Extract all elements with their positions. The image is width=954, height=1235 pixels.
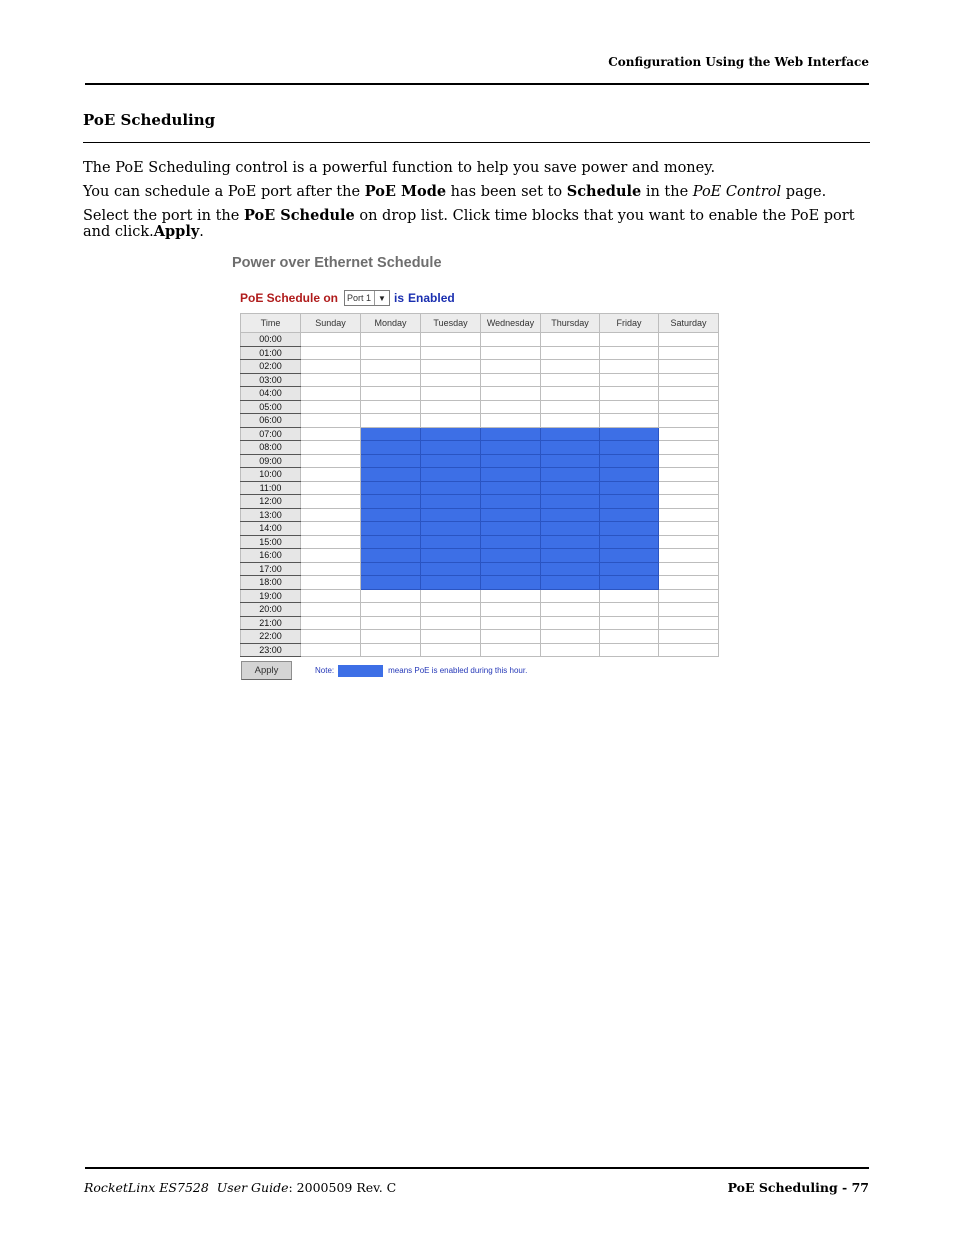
time-block-friday[interactable]: [600, 643, 659, 657]
column-header-thursday: Thursday: [541, 314, 600, 333]
table-row: [241, 562, 719, 576]
time-block-sunday[interactable]: [301, 373, 361, 387]
time-block-wednesday[interactable]: [481, 387, 541, 401]
time-block-friday[interactable]: [600, 535, 659, 549]
time-label: 09:00: [241, 454, 301, 468]
time-block-tuesday[interactable]: [421, 387, 481, 401]
time-block-friday[interactable]: [600, 468, 659, 482]
time-label: 04:00: [241, 387, 301, 401]
poe-schedule-title: Power over Ethernet Schedule: [232, 255, 442, 271]
time-block-thursday[interactable]: [541, 508, 600, 522]
time-block-sunday[interactable]: [301, 333, 361, 347]
column-header-time: Time: [241, 314, 301, 333]
time-block-wednesday[interactable]: [481, 522, 541, 536]
time-block-monday[interactable]: [361, 387, 421, 401]
time-block-sunday[interactable]: [301, 643, 361, 657]
time-block-saturday[interactable]: [659, 643, 719, 657]
time-block-friday[interactable]: [600, 508, 659, 522]
time-block-tuesday[interactable]: [421, 630, 481, 644]
time-block-friday[interactable]: [600, 495, 659, 509]
time-block-saturday[interactable]: [659, 427, 719, 441]
time-block-saturday[interactable]: [659, 576, 719, 590]
time-block-sunday[interactable]: [301, 630, 361, 644]
time-block-friday[interactable]: [600, 373, 659, 387]
time-label: 12:00: [241, 495, 301, 509]
running-header: Configuration Using the Web Interface: [608, 55, 869, 69]
time-block-friday[interactable]: [600, 576, 659, 590]
table-row: [241, 387, 719, 401]
table-row: [241, 576, 719, 590]
port-select-value: Port 1: [347, 293, 372, 303]
table-row: [241, 630, 719, 644]
time-block-monday[interactable]: [361, 589, 421, 603]
time-block-sunday[interactable]: [301, 616, 361, 630]
time-block-tuesday[interactable]: [421, 549, 481, 563]
time-block-monday[interactable]: [361, 522, 421, 536]
time-block-thursday[interactable]: [541, 535, 600, 549]
time-block-saturday[interactable]: [659, 454, 719, 468]
chevron-down-icon[interactable]: ▼: [374, 291, 389, 305]
time-block-sunday[interactable]: [301, 441, 361, 455]
time-block-thursday[interactable]: [541, 589, 600, 603]
time-block-monday[interactable]: [361, 468, 421, 482]
time-block-sunday[interactable]: [301, 576, 361, 590]
time-block-saturday[interactable]: [659, 441, 719, 455]
time-block-thursday[interactable]: [541, 630, 600, 644]
time-block-sunday[interactable]: [301, 468, 361, 482]
time-block-tuesday[interactable]: [421, 643, 481, 657]
time-block-thursday[interactable]: [541, 643, 600, 657]
time-block-thursday[interactable]: [541, 603, 600, 617]
time-block-wednesday[interactable]: [481, 400, 541, 414]
time-block-thursday[interactable]: [541, 481, 600, 495]
time-block-tuesday[interactable]: [421, 414, 481, 428]
time-block-sunday[interactable]: [301, 400, 361, 414]
schedule-grid: [240, 313, 719, 657]
time-label: 08:00: [241, 441, 301, 455]
time-block-tuesday[interactable]: [421, 481, 481, 495]
time-block-tuesday[interactable]: [421, 562, 481, 576]
time-label: 23:00: [241, 643, 301, 657]
time-block-thursday[interactable]: [541, 373, 600, 387]
time-block-monday[interactable]: [361, 333, 421, 347]
time-block-thursday[interactable]: [541, 333, 600, 347]
table-row: [241, 643, 719, 657]
time-block-wednesday[interactable]: [481, 346, 541, 360]
column-header-monday: Monday: [361, 314, 421, 333]
time-block-monday[interactable]: [361, 616, 421, 630]
time-label: 11:00: [241, 481, 301, 495]
time-block-tuesday[interactable]: [421, 603, 481, 617]
time-block-wednesday[interactable]: [481, 576, 541, 590]
column-header-wednesday: Wednesday: [481, 314, 541, 333]
time-block-friday[interactable]: [600, 549, 659, 563]
time-block-saturday[interactable]: [659, 360, 719, 374]
time-block-tuesday[interactable]: [421, 522, 481, 536]
time-block-friday[interactable]: [600, 562, 659, 576]
time-block-wednesday[interactable]: [481, 643, 541, 657]
footer-left: RocketLinx ES7528 User Guide: 2000509 Rev. C: [84, 1180, 397, 1195]
time-block-friday[interactable]: [600, 441, 659, 455]
time-block-thursday[interactable]: [541, 576, 600, 590]
time-block-monday[interactable]: [361, 603, 421, 617]
table-row: [241, 454, 719, 468]
time-block-thursday[interactable]: [541, 346, 600, 360]
time-block-sunday[interactable]: [301, 549, 361, 563]
time-block-saturday[interactable]: [659, 414, 719, 428]
time-block-thursday[interactable]: [541, 454, 600, 468]
time-label: 22:00: [241, 630, 301, 644]
note-label: Note:: [315, 666, 335, 675]
time-label: 00:00: [241, 333, 301, 347]
time-block-friday[interactable]: [600, 481, 659, 495]
paragraph-2: You can schedule a PoE port after the PoE Mode has been set to Schedule in the PoE Control page.: [83, 183, 827, 200]
time-label: 21:00: [241, 616, 301, 630]
time-block-thursday[interactable]: [541, 441, 600, 455]
table-row: [241, 535, 719, 549]
time-block-monday[interactable]: [361, 441, 421, 455]
header-rule: [85, 83, 869, 85]
time-label: 13:00: [241, 508, 301, 522]
time-block-thursday[interactable]: [541, 468, 600, 482]
table-row: [241, 508, 719, 522]
time-block-monday[interactable]: [361, 481, 421, 495]
time-block-tuesday[interactable]: [421, 508, 481, 522]
table-row: [241, 549, 719, 563]
time-block-thursday[interactable]: [541, 562, 600, 576]
time-block-wednesday[interactable]: [481, 373, 541, 387]
note-text: means PoE is enabled during this hour.: [388, 666, 528, 675]
table-row: [241, 468, 719, 482]
time-block-wednesday[interactable]: [481, 454, 541, 468]
time-block-monday[interactable]: [361, 495, 421, 509]
column-header-friday: Friday: [600, 314, 659, 333]
time-block-wednesday[interactable]: [481, 562, 541, 576]
time-block-wednesday[interactable]: [481, 481, 541, 495]
time-block-tuesday[interactable]: [421, 400, 481, 414]
time-block-saturday[interactable]: [659, 468, 719, 482]
time-label: 17:00: [241, 562, 301, 576]
time-block-saturday[interactable]: [659, 373, 719, 387]
time-label: 16:00: [241, 549, 301, 563]
time-block-wednesday[interactable]: [481, 549, 541, 563]
time-label: 02:00: [241, 360, 301, 374]
column-header-sunday: Sunday: [301, 314, 361, 333]
time-block-friday[interactable]: [600, 346, 659, 360]
time-block-thursday[interactable]: [541, 522, 600, 536]
time-block-sunday[interactable]: [301, 454, 361, 468]
time-block-tuesday[interactable]: [421, 333, 481, 347]
table-row: [241, 441, 719, 455]
table-row: [241, 414, 719, 428]
time-block-monday[interactable]: [361, 643, 421, 657]
time-block-tuesday[interactable]: [421, 468, 481, 482]
time-block-friday[interactable]: [600, 400, 659, 414]
time-block-friday[interactable]: [600, 589, 659, 603]
time-label: 03:00: [241, 373, 301, 387]
time-label: 18:00: [241, 576, 301, 590]
time-block-monday[interactable]: [361, 535, 421, 549]
table-row: [241, 373, 719, 387]
time-block-sunday[interactable]: [301, 603, 361, 617]
time-block-sunday[interactable]: [301, 562, 361, 576]
time-block-sunday[interactable]: [301, 481, 361, 495]
time-block-tuesday[interactable]: [421, 360, 481, 374]
time-block-thursday[interactable]: [541, 360, 600, 374]
time-block-monday[interactable]: [361, 346, 421, 360]
legend-note: [315, 664, 527, 677]
time-block-thursday[interactable]: [541, 427, 600, 441]
time-block-sunday[interactable]: [301, 522, 361, 536]
time-block-saturday[interactable]: [659, 333, 719, 347]
time-block-thursday[interactable]: [541, 495, 600, 509]
time-block-thursday[interactable]: [541, 387, 600, 401]
time-block-sunday[interactable]: [301, 495, 361, 509]
time-block-wednesday[interactable]: [481, 589, 541, 603]
time-block-wednesday[interactable]: [481, 333, 541, 347]
time-block-tuesday[interactable]: [421, 616, 481, 630]
time-block-saturday[interactable]: [659, 549, 719, 563]
time-block-friday[interactable]: [600, 616, 659, 630]
time-block-tuesday[interactable]: [421, 427, 481, 441]
time-block-tuesday[interactable]: [421, 589, 481, 603]
time-block-thursday[interactable]: [541, 400, 600, 414]
time-block-saturday[interactable]: [659, 603, 719, 617]
time-block-saturday[interactable]: [659, 630, 719, 644]
footer-page: PoE Scheduling - 77: [727, 1180, 869, 1195]
table-row: [241, 427, 719, 441]
time-block-saturday[interactable]: [659, 387, 719, 401]
time-block-sunday[interactable]: [301, 414, 361, 428]
status-is-label: is: [394, 291, 405, 305]
grid-header-row: [241, 314, 719, 333]
time-block-tuesday[interactable]: [421, 535, 481, 549]
time-block-friday[interactable]: [600, 333, 659, 347]
time-block-monday[interactable]: [361, 454, 421, 468]
paragraph-3: Select the port in the PoE Schedule on drop list. Click time blocks that you want to enable the PoE port and click.Apply.: [83, 207, 855, 240]
time-block-tuesday[interactable]: [421, 346, 481, 360]
time-label: 05:00: [241, 400, 301, 414]
time-block-wednesday[interactable]: [481, 360, 541, 374]
time-block-friday[interactable]: [600, 522, 659, 536]
time-block-tuesday[interactable]: [421, 441, 481, 455]
time-block-saturday[interactable]: [659, 508, 719, 522]
time-block-sunday[interactable]: [301, 427, 361, 441]
time-label: 01:00: [241, 346, 301, 360]
time-block-thursday[interactable]: [541, 549, 600, 563]
time-block-wednesday[interactable]: [481, 603, 541, 617]
time-block-sunday[interactable]: [301, 360, 361, 374]
time-label: 14:00: [241, 522, 301, 536]
time-block-friday[interactable]: [600, 427, 659, 441]
time-block-friday[interactable]: [600, 630, 659, 644]
enabled-color-swatch: [338, 665, 383, 677]
table-row: [241, 346, 719, 360]
time-block-saturday[interactable]: [659, 562, 719, 576]
time-block-wednesday[interactable]: [481, 427, 541, 441]
table-row: [241, 333, 719, 347]
time-block-friday[interactable]: [600, 360, 659, 374]
time-block-sunday[interactable]: [301, 535, 361, 549]
time-block-monday[interactable]: [361, 360, 421, 374]
footer-rule: [85, 1167, 869, 1169]
time-block-wednesday[interactable]: [481, 508, 541, 522]
time-block-monday[interactable]: [361, 400, 421, 414]
time-block-wednesday[interactable]: [481, 630, 541, 644]
time-block-wednesday[interactable]: [481, 441, 541, 455]
time-block-monday[interactable]: [361, 414, 421, 428]
table-row: [241, 589, 719, 603]
table-row: [241, 481, 719, 495]
apply-button[interactable]: Apply: [241, 661, 292, 680]
time-block-monday[interactable]: [361, 508, 421, 522]
time-block-monday[interactable]: [361, 549, 421, 563]
time-block-wednesday[interactable]: [481, 468, 541, 482]
time-block-monday[interactable]: [361, 427, 421, 441]
time-block-friday[interactable]: [600, 454, 659, 468]
schedule-port-row: [240, 289, 455, 307]
time-block-tuesday[interactable]: [421, 454, 481, 468]
time-label: 07:00: [241, 427, 301, 441]
table-row: [241, 360, 719, 374]
time-block-sunday[interactable]: [301, 589, 361, 603]
time-block-friday[interactable]: [600, 603, 659, 617]
time-block-friday[interactable]: [600, 414, 659, 428]
time-label: 10:00: [241, 468, 301, 482]
schedule-on-label: PoE Schedule on: [240, 291, 339, 305]
time-block-saturday[interactable]: [659, 616, 719, 630]
time-label: 20:00: [241, 603, 301, 617]
time-block-thursday[interactable]: [541, 414, 600, 428]
paragraph-1: The PoE Scheduling control is a powerful function to help you save power and money.: [83, 160, 716, 176]
table-row: [241, 400, 719, 414]
time-block-monday[interactable]: [361, 373, 421, 387]
time-block-wednesday[interactable]: [481, 535, 541, 549]
time-block-saturday[interactable]: [659, 481, 719, 495]
time-block-saturday[interactable]: [659, 589, 719, 603]
time-block-saturday[interactable]: [659, 400, 719, 414]
time-block-monday[interactable]: [361, 562, 421, 576]
section-title: PoE Scheduling: [83, 111, 216, 129]
time-block-saturday[interactable]: [659, 495, 719, 509]
table-row: [241, 495, 719, 509]
table-row: [241, 522, 719, 536]
port-select[interactable]: [344, 290, 390, 306]
time-block-tuesday[interactable]: [421, 576, 481, 590]
time-block-monday[interactable]: [361, 576, 421, 590]
time-block-saturday[interactable]: [659, 522, 719, 536]
time-label: 06:00: [241, 414, 301, 428]
time-label: 19:00: [241, 589, 301, 603]
time-block-wednesday[interactable]: [481, 616, 541, 630]
column-header-tuesday: Tuesday: [421, 314, 481, 333]
time-label: 15:00: [241, 535, 301, 549]
time-block-saturday[interactable]: [659, 346, 719, 360]
time-block-sunday[interactable]: [301, 387, 361, 401]
status-value: Enabled: [408, 291, 455, 305]
time-block-tuesday[interactable]: [421, 373, 481, 387]
time-block-monday[interactable]: [361, 630, 421, 644]
section-rule: [83, 142, 870, 143]
time-block-saturday[interactable]: [659, 535, 719, 549]
time-block-sunday[interactable]: [301, 508, 361, 522]
time-block-friday[interactable]: [600, 387, 659, 401]
time-block-thursday[interactable]: [541, 616, 600, 630]
table-row: [241, 616, 719, 630]
table-row: [241, 603, 719, 617]
column-header-saturday: Saturday: [659, 314, 719, 333]
time-block-wednesday[interactable]: [481, 495, 541, 509]
time-block-sunday[interactable]: [301, 346, 361, 360]
time-block-tuesday[interactable]: [421, 495, 481, 509]
time-block-wednesday[interactable]: [481, 414, 541, 428]
